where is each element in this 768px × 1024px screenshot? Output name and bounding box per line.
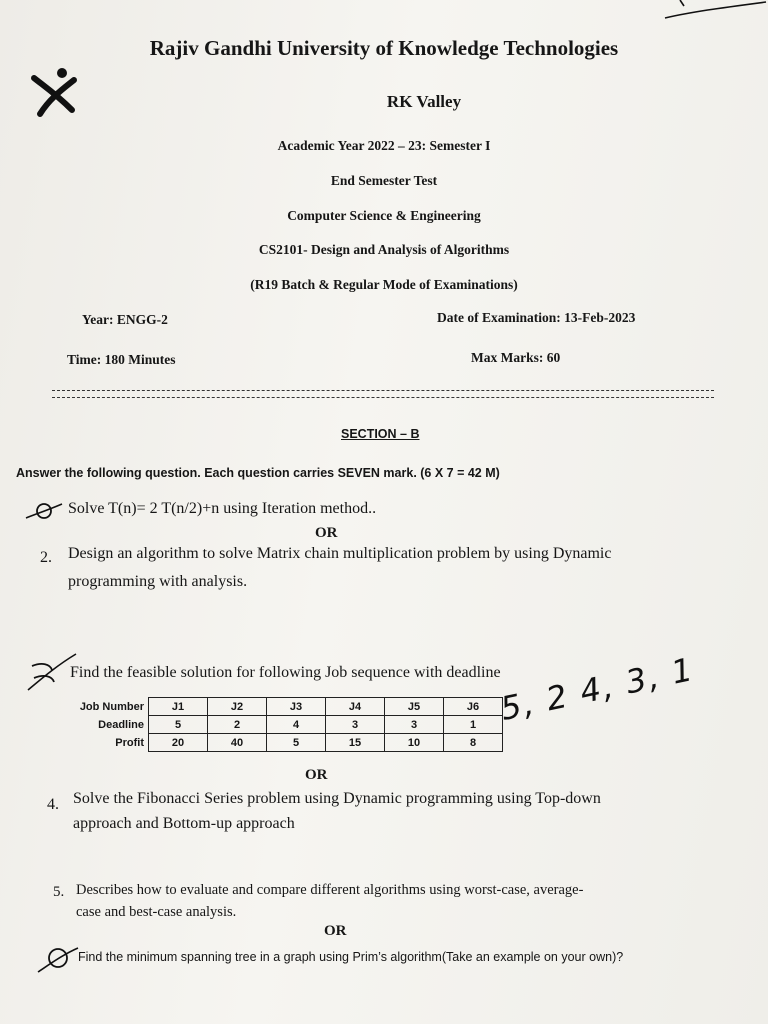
handwritten-answer: 5, 2 4, 3, 1 — [497, 649, 698, 728]
campus-name: RK Valley — [386, 92, 462, 111]
batch-info: (R19 Batch & Regular Mode of Examinations) — [250, 277, 518, 292]
university-name: Rajiv Gandhi University of Knowledge Technologies — [149, 36, 619, 60]
table-row — [68, 716, 503, 734]
table-cell: 5 — [149, 716, 208, 734]
table-cell: J2 — [208, 698, 267, 716]
question-3: Find the feasible solution for following Job sequence with deadline — [70, 664, 501, 681]
scribbled-number-mark — [34, 944, 80, 974]
scribbled-number-mark — [24, 500, 64, 522]
or-separator: OR — [324, 923, 347, 939]
year-label: Year: ENGG-2 — [82, 312, 168, 327]
question-4-line-1: Solve the Fibonacci Series problem using Dynamic programming using Top-down — [73, 790, 601, 807]
max-marks: Max Marks: 60 — [471, 350, 561, 365]
question-5-line-1: Describes how to evaluate and compare different algorithms using worst-case, average- — [76, 882, 584, 898]
question-2-line-2: programming with analysis. — [68, 573, 248, 590]
table-cell: 5 — [267, 734, 326, 752]
or-separator: OR — [305, 767, 328, 783]
row-header: Deadline — [98, 718, 144, 731]
divider-line — [52, 397, 714, 398]
table-cell: 20 — [149, 734, 208, 752]
question-6: Find the minimum spanning tree in a graph using Prim’s algorithm(Take an example on your own)? — [78, 950, 624, 964]
table-cell: 15 — [326, 734, 385, 752]
or-separator: OR — [315, 525, 338, 541]
exam-date: Date of Examination: 13-Feb-2023 — [437, 310, 636, 325]
question-number: 2. — [40, 549, 52, 566]
exam-duration: Time: 180 Minutes — [67, 352, 176, 367]
question-number: 5. — [53, 884, 65, 900]
row-header: Profit — [115, 736, 144, 749]
academic-year: Academic Year 2022 – 23: Semester I — [277, 138, 491, 153]
section-instruction: Answer the following question. Each question carries SEVEN mark. (6 X 7 = 42 M) — [16, 466, 500, 480]
table-cell: J5 — [385, 698, 444, 716]
table-cell: 8 — [444, 734, 503, 752]
department: Computer Science & Engineering — [287, 208, 481, 223]
table-cell: 1 — [444, 716, 503, 734]
question-number: 4. — [47, 796, 59, 813]
table-cell: 3 — [326, 716, 385, 734]
job-sequence-table — [68, 697, 503, 752]
table-cell: J3 — [267, 698, 326, 716]
question-2-line-1: Design an algorithm to solve Matrix chain multiplication problem by using Dynamic — [68, 545, 612, 562]
table-cell: 10 — [385, 734, 444, 752]
table-cell: 3 — [385, 716, 444, 734]
section-title: SECTION – B — [341, 427, 420, 441]
question-5-line-2: case and best-case analysis. — [76, 904, 237, 920]
table-row — [68, 734, 503, 752]
pen-stroke-mark — [660, 0, 768, 22]
table-cell: J4 — [326, 698, 385, 716]
table-cell: 40 — [208, 734, 267, 752]
row-header: Job Number — [79, 700, 144, 713]
table-cell: J1 — [149, 698, 208, 716]
question-4-line-2: approach and Bottom-up approach — [73, 815, 295, 832]
table-row — [68, 698, 503, 716]
course-title: CS2101- Design and Analysis of Algorithms — [258, 242, 510, 257]
divider-line — [52, 390, 714, 391]
test-name: End Semester Test — [330, 173, 438, 188]
table-cell: 2 — [208, 716, 267, 734]
question-1: Solve T(n)= 2 T(n/2)+n using Iteration method.. — [68, 500, 377, 517]
table-cell: J6 — [444, 698, 503, 716]
table-cell: 4 — [267, 716, 326, 734]
